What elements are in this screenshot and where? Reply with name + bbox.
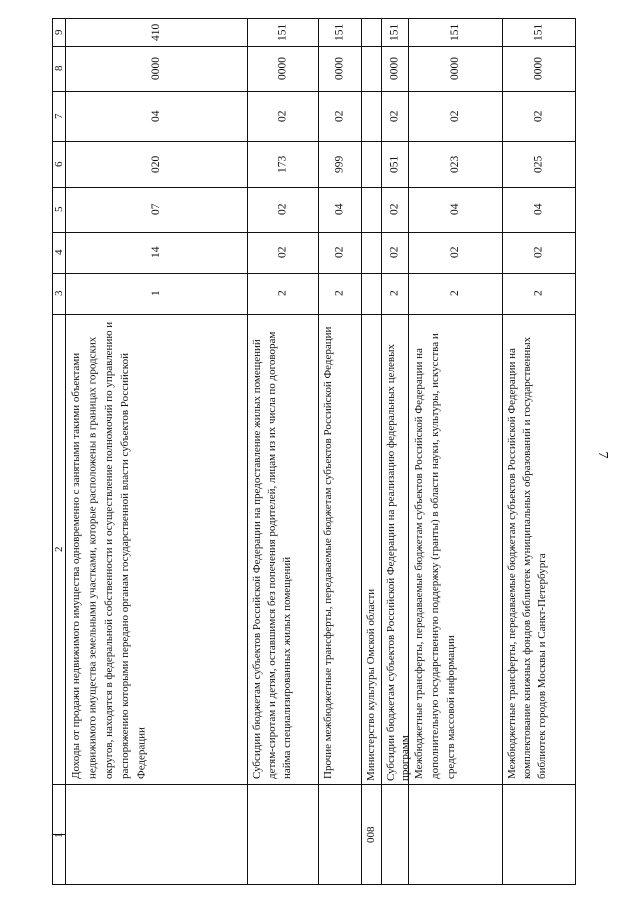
cell-r1-c4: 02 (276, 246, 289, 259)
cell-r4-c8: 0000 (388, 57, 401, 80)
cell-r6-c5: 04 (532, 203, 545, 216)
cell-r6-c9: 151 (532, 23, 545, 42)
org-code-008: 008 (365, 826, 377, 844)
cell-r2-name: Прочие межбюджетные трансферты, передаваемые бюджетам субъектов Российской Федерации (322, 326, 334, 779)
cell-r5-c8: 0000 (449, 57, 461, 80)
cell-r0-c7: 04 (150, 110, 162, 122)
cell-r6-c6: 025 (532, 155, 545, 173)
cell-r4-c3: 2 (388, 290, 401, 297)
header-col-3: 3 (53, 290, 65, 297)
header-col-7: 7 (53, 113, 65, 119)
cell-r2-c6: 999 (333, 155, 346, 173)
header-col-8: 8 (53, 65, 65, 72)
cell-r6-c7: 02 (532, 110, 545, 122)
header-col-5: 5 (53, 206, 65, 213)
header-col-4: 4 (53, 249, 65, 256)
cell-r4-c9: 151 (388, 23, 401, 42)
cell-r6-c8: 0000 (532, 57, 545, 80)
cell-r1-c8: 0000 (276, 57, 289, 80)
cell-r0-c6: 020 (150, 155, 162, 173)
cell-r1-c7: 02 (276, 110, 289, 122)
cell-r2-c3: 2 (333, 290, 346, 297)
cell-r1-c3: 2 (276, 290, 289, 297)
cell-r2-c8: 0000 (333, 57, 346, 80)
cell-r4-name: Субсидии бюджетам субъектов Российской Федерации на реализацию федеральных целевых программ (385, 343, 411, 781)
cell-r5-c5: 04 (449, 203, 461, 216)
header-col-1: 1 (53, 832, 65, 838)
cell-r6-c3: 2 (532, 290, 545, 297)
cell-r2-c5: 04 (333, 203, 346, 216)
org-name: Министерство культуры Омской области (365, 588, 377, 781)
cell-r5-c4: 02 (449, 246, 461, 259)
cell-r2-c7: 02 (333, 110, 346, 122)
cell-r1-c9: 151 (276, 23, 289, 42)
cell-r4-c6: 051 (388, 155, 401, 173)
cell-r1-name: Субсидии бюджетам субъектов Российской Федерации на предоставление жилых помещений детям-сиротам и детям, оставшимся без попечения родителей, лицам из их числа по договорам найма специализированных жилых помещений (251, 331, 293, 779)
cell-r2-c4: 02 (333, 246, 346, 259)
cell-r1-c6: 173 (276, 155, 289, 173)
cell-r5-name: Межбюджетные трансферты, передаваемые бюджетам субъектов Российской Федерации на дополнительную государственную поддержку (гранты) в области науки, культуры, искусства и средств массовой информации (413, 333, 457, 779)
cell-r0-c4: 14 (150, 246, 162, 259)
cell-r5-c6: 023 (449, 155, 461, 173)
header-col-9: 9 (53, 29, 65, 36)
cell-r4-c5: 02 (388, 203, 401, 216)
cell-r4-c4: 02 (388, 246, 401, 259)
cell-r2-c9: 151 (333, 23, 346, 42)
cell-r0-c5: 07 (150, 203, 162, 216)
cell-r6-c4: 02 (532, 246, 545, 259)
cell-r0-c9: 410 (150, 23, 162, 42)
cell-r0-c3: 1 (150, 290, 162, 297)
page-number: 7 (595, 451, 610, 459)
cell-r0-name: Доходы от продажи недвижимого имущества одновременно с занятыми такими объектами недвижимого имущества земельными участками, которые расположены в границах городских округов, находятся в федеральной собственности и осуществление полномочий по управлению и распоряжению которыми передано органам государственной власти субъектов Российской Федерации (70, 321, 148, 779)
header-col-6: 6 (53, 161, 65, 167)
cell-r1-c5: 02 (276, 203, 289, 216)
cell-r4-c7: 02 (388, 110, 401, 122)
cell-r5-c3: 2 (449, 290, 461, 297)
cell-r0-c8: 0000 (150, 57, 162, 80)
budget-table (52, 18, 576, 885)
header-col-2: 2 (53, 546, 65, 552)
cell-r5-c9: 151 (449, 23, 461, 42)
cell-r5-c7: 02 (449, 110, 461, 122)
cell-r6-name: Межбюджетные трансферты, передаваемые бюджетам субъектов Российской Федерации на комплектование книжных фондов библиотек муниципальных образований и государственных библиотек городов Москвы и Санкт-Петербурга (506, 336, 548, 779)
